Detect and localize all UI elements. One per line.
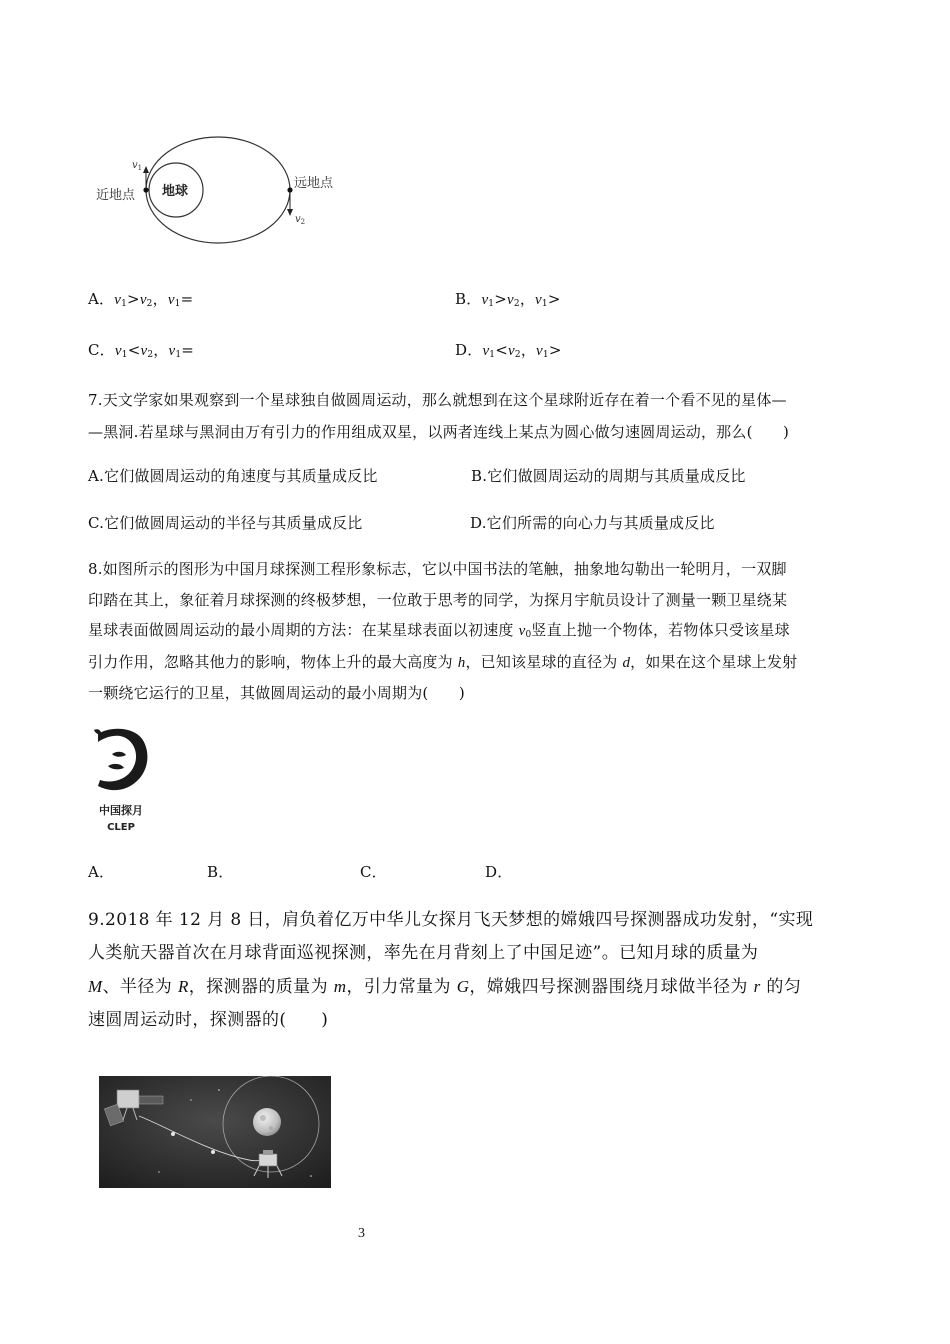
- moon-crater-2: [269, 1126, 273, 1130]
- q8-line-3: 星球表面做圆周运动的最小周期的方法：在某星球表面以初速度 $v_0$竖直上抛一个物体，若物体只受该星球: [88, 621, 790, 640]
- q8-option-a: A．: [88, 863, 115, 881]
- logo-tail: [94, 729, 101, 736]
- q7-line-2: —黑洞.若星球与黑洞由万有引力的作用组成双星，以两者连线上某点为圆心做匀速圆周运动，那么( ): [88, 423, 790, 441]
- change4-illustration: [99, 1076, 331, 1188]
- q7-option-b: B.它们做圆周运动的周期与其质量成反比: [471, 467, 746, 485]
- q7-line-1: 7.天文学家如果观察到一个星球独自做圆周运动，那么就想到在这个星球附近存在着一个看不见的星体—: [88, 391, 787, 409]
- q9-line-3: M、半径为 R，探测器的质量为 m，引力常量为 G，嫦娥四号探测器围绕月球做半径为 r 的匀: [88, 977, 802, 997]
- q8-option-c: C．: [360, 863, 387, 881]
- q7-option-c: C.它们做圆周运动的半径与其质量成反比: [88, 514, 363, 532]
- perigee-point: [143, 187, 148, 192]
- q7-option-d: D.它们所需的向心力与其质量成反比: [470, 514, 715, 532]
- logo-footprint-2: [108, 764, 124, 769]
- q9-line-4: 速圆周运动时，探测器的( ): [88, 1010, 329, 1030]
- q6-option-a: A．$v_1>v_2$，$v_1=$: [88, 290, 194, 309]
- q9-stem: [88, 904, 878, 1037]
- v1-arrowhead: [143, 166, 149, 173]
- q7-option-a: A.它们做圆周运动的角速度与其质量成反比: [88, 467, 378, 485]
- v2-arrowhead: [287, 209, 293, 216]
- orbit-diagram: [90, 132, 350, 250]
- logo-cn-text: 中国探月: [99, 804, 143, 817]
- trajectory-dot-2: [211, 1150, 215, 1154]
- moon-image: [253, 1108, 281, 1136]
- apogee-label: 远地点: [294, 176, 334, 191]
- q8-line-4: 引力作用，忽略其他力的影响，物体上升的最大高度为 h，已知该星球的直径为 d，如果在这个星球上发射: [88, 652, 798, 671]
- star: [158, 1171, 159, 1172]
- q9-line-1: 9.2018 年 12 月 8 日，肩负着亿万中华儿女探月飞天梦想的嫦娥四号探测器成功发射，“实现: [88, 910, 814, 930]
- q8-line-1: 8.如图所示的图形为中国月球探测工程形象标志，它以中国书法的笔触，抽象地勾勒出一轮明月，一双脚: [88, 560, 787, 578]
- star: [218, 1089, 220, 1091]
- logo-en-text: CLEP: [107, 822, 135, 833]
- q9-line-2: 人类航天器首次在月球背面巡视探测，率先在月背刻上了中国足迹”。已知月球的质量为: [88, 943, 759, 963]
- perigee-label: 近地点: [96, 188, 136, 203]
- v1-label: $v_1$: [132, 160, 143, 172]
- q6-option-d: D．$v_1<v_2$，$v_1>$: [455, 341, 562, 360]
- moon-crater: [260, 1115, 266, 1121]
- v2-label: $v_2$: [295, 214, 306, 226]
- q8-stem: [88, 554, 888, 709]
- q7-stem: [88, 384, 878, 448]
- clep-logo: [86, 724, 156, 836]
- apogee-point: [287, 187, 292, 192]
- trajectory-dot-1: [171, 1132, 175, 1136]
- q6-option-c: C．$v_1<v_2$，$v_1=$: [88, 341, 195, 360]
- logo-footprint-1: [112, 752, 126, 757]
- page-number: 3: [358, 1226, 365, 1241]
- earth-label: 地球: [162, 184, 189, 199]
- logo-moon-stroke: [98, 729, 147, 790]
- star: [190, 1099, 191, 1100]
- q8-line-2: 印踏在其上，象征着月球探测的终极梦想，一位敢于思考的同学，为探月宇航员设计了测量一颗卫星绕某: [88, 590, 788, 609]
- q6-option-b: B．$v_1>v_2$，$v_1>$: [455, 290, 561, 309]
- star: [310, 1175, 312, 1177]
- q8-option-b: B．: [207, 863, 234, 881]
- q8-line-5: 一颗绕它运行的卫星，其做圆周运动的最小周期为( ): [88, 684, 465, 702]
- q8-option-d: D．: [485, 863, 513, 881]
